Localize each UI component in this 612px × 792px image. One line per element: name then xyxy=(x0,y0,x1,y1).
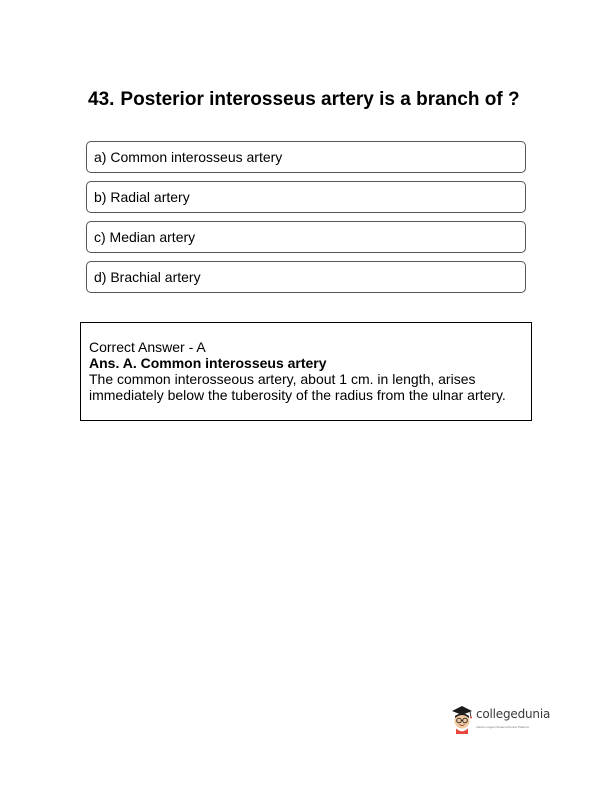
correct-answer-line: Correct Answer - A xyxy=(89,339,206,355)
option-b[interactable]: b) Radial artery xyxy=(86,181,526,213)
logo-wordmark: collegedunia xyxy=(476,707,551,721)
option-c[interactable]: c) Median artery xyxy=(86,221,526,253)
option-d[interactable]: d) Brachial artery xyxy=(86,261,526,293)
logo-tagline: India's Largest Student Review Platform xyxy=(476,725,530,729)
answer-explanation: The common interosseous artery, about 1 cm. in length, arises immediately below the tuberosity of the radius from the ulnar artery. xyxy=(89,371,506,403)
options-list xyxy=(86,141,526,301)
answer-title: Ans. A. Common interosseus artery xyxy=(89,355,327,371)
answer-box xyxy=(80,322,532,421)
question-text: Posterior interosseus artery is a branch of ? xyxy=(120,89,520,110)
collegedunia-logo xyxy=(450,704,560,734)
question-number: 43. xyxy=(88,89,115,110)
option-a[interactable]: a) Common interosseus artery xyxy=(86,141,526,173)
question xyxy=(88,88,533,111)
graduate-mascot-icon xyxy=(450,704,474,734)
